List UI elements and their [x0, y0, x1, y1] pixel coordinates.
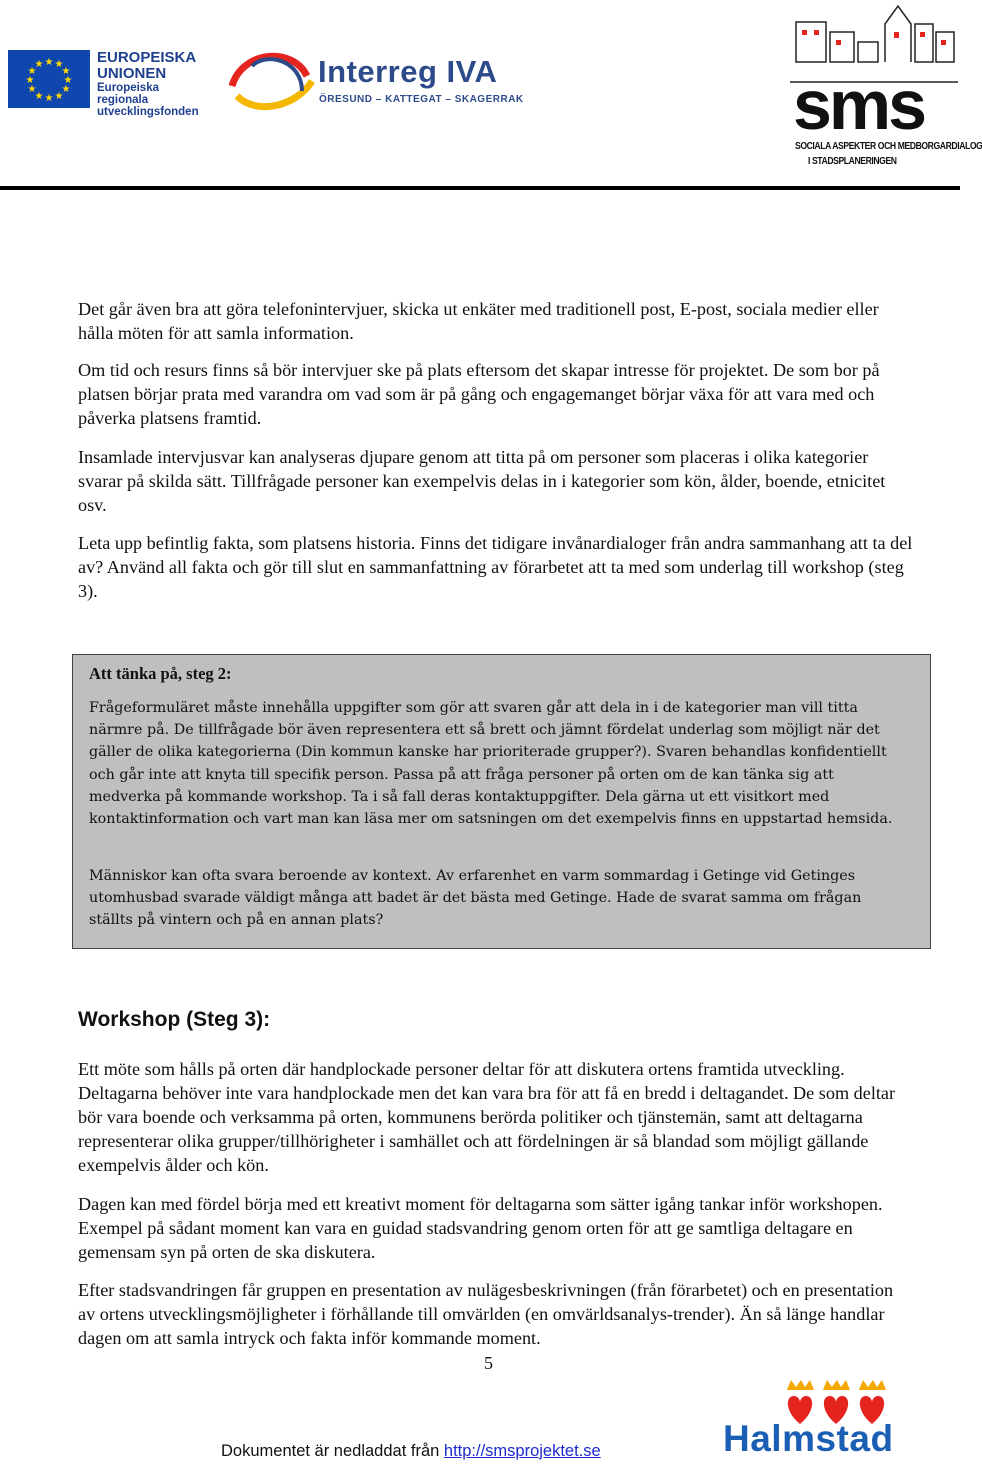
- svg-text:★: ★: [61, 66, 71, 77]
- eu-logo-text: [97, 50, 207, 118]
- eu-line-3: Europeiska: [97, 81, 159, 94]
- footer-download-note: [221, 1442, 601, 1461]
- page-number: 5: [484, 1353, 493, 1373]
- sms-logo-subtitle-2: I STADSPLANERINGEN: [808, 155, 897, 167]
- eu-line-2: UNIONEN: [97, 64, 167, 82]
- eu-stars-icon: [8, 50, 90, 108]
- svg-text:★: ★: [54, 91, 64, 102]
- svg-text:★: ★: [34, 59, 44, 70]
- workshop-heading: Workshop (Steg 3):: [78, 1008, 271, 1031]
- tip-box-title: Att tänka på, steg 2:: [89, 664, 232, 683]
- workshop-paragraph-1: Ett möte som hålls på orten där handplockade personer deltar för att diskutera ortens framtida utveckling. Deltagarna behöver inte vara handplockade men det kan vara bra för att få en bredd i deltagandet. De som deltar bör vara boende och verksamma på orten, kommunens berörda politiker och tjänstemän, samt att deltagarna representerar olika grupper/tillhörigheter i samhället och att fördelningen är så blandad som möjligt gällande exempelvis ålder och kön.: [78, 1059, 896, 1175]
- interreg-subtitle: ÖRESUND – KATTEGAT – SKAGERRAK: [319, 94, 524, 105]
- body-paragraph-3: Insamlade intervjusvar kan analyseras djupare genom att titta på om personer som placeras i olika kategorier svarar på skilda sätt. Tillfrågade personer kan exempelvis delas in i kategorier som kön, ålder, boende, etnicitet osv.: [78, 447, 886, 515]
- footer-link[interactable]: http://smsprojektet.se: [443, 1442, 601, 1460]
- body-paragraph-1: Det går även bra att göra telefonintervjuer, skicka ut enkäter med traditionell post, E-post, sociala medier eller hålla möten för att samla information.: [78, 299, 879, 343]
- eu-line-5: utvecklingsfonden: [97, 105, 199, 118]
- svg-text:★: ★: [34, 91, 44, 102]
- sms-logo-word: sms: [793, 66, 925, 144]
- eu-line-1: EUROPEISKA: [97, 49, 197, 66]
- svg-text:★: ★: [27, 66, 37, 77]
- svg-text:★: ★: [61, 84, 71, 95]
- eu-line-4: regionala: [97, 93, 149, 106]
- svg-text:★: ★: [25, 75, 35, 86]
- svg-text:★: ★: [54, 59, 64, 70]
- tip-box-paragraph-2: Människor kan ofta svara beroende av kontext. Av erfarenhet en varm sommardag i Getinge vid Getinges utomhusbad svarade väldigt många att badet är det bästa med Getinge. Hade de svarat samma om frågan ställts på vintern och på en annan plats?: [89, 868, 862, 929]
- tip-box-paragraph-1: Frågeformuläret måste innehålla uppgifter som gör att svaren går att dela in i de kategorier man vill titta närmre på. De tillfrågade bör även representera ett så brett och jämnt fördelat underlag som möjligt när det gäller de olika kategorierna (Din kommun kanske har prioriterade grupper?). Svaren behandlas konfidentiellt och går inte att knyta till specifik person. Passa på att fråga personer på orten om de kan tänka sig att medverka på kommande workshop. Ta i så fall deras kontaktuppgifter. Dela gärna ut ett visitkort med kontaktinformation och vart man kan läsa mer om satsningen om det exempelvis finns en uppstartad hemsida.: [89, 700, 893, 828]
- halmstad-logo-word: Halmstad: [723, 1418, 894, 1459]
- svg-text:★: ★: [63, 75, 73, 86]
- header-divider: [0, 186, 960, 190]
- eu-flag-logo: [8, 50, 90, 108]
- svg-text:★: ★: [44, 93, 54, 104]
- svg-text:★: ★: [27, 84, 37, 95]
- footer-text: Dokumentet är nedladdat från: [221, 1442, 444, 1460]
- interreg-title: Interreg IVA: [318, 54, 498, 89]
- body-paragraph-2: Om tid och resurs finns så bör intervjuer ske på plats eftersom det skapar intresse för projektet. De som bor på platsen börjar prata med varandra om vad som är på gång och engagemanget börjar växa för att vara med och påverka platsens framtid.: [78, 360, 880, 428]
- workshop-paragraph-2: Dagen kan med fördel börja med ett kreativt moment för deltagarna som sätter igång tankar inför workshopen. Exempel på sådant moment kan vara en guidad stadsvandring genom orten för att ge samtliga deltagare en gemensam syn på orten de ska diskutera.: [78, 1194, 883, 1262]
- svg-text:★: ★: [44, 57, 54, 68]
- sms-logo-subtitle-1: SOCIALA ASPEKTER OCH MEDBORGARDIALOG: [795, 140, 982, 152]
- body-paragraph-4: Leta upp befintlig fakta, som platsens historia. Finns det tidigare invånardialoger från andra sammanhang att ta del av? Använd all fakta och gör till slut en sammanfattning av förarbetet att ta med som underlag till workshop (steg 3).: [78, 533, 913, 601]
- workshop-paragraph-3: Efter stadsvandringen får gruppen en presentation av nulägesbeskrivningen (från förarbetet) och en presentation av ortens utvecklingsmöjligheter i förhållande till omvärlden (en omvärldsanalys-trender). Än så länge handlar dagen om att samla intryck och fakta inför kommande moment.: [78, 1280, 894, 1348]
